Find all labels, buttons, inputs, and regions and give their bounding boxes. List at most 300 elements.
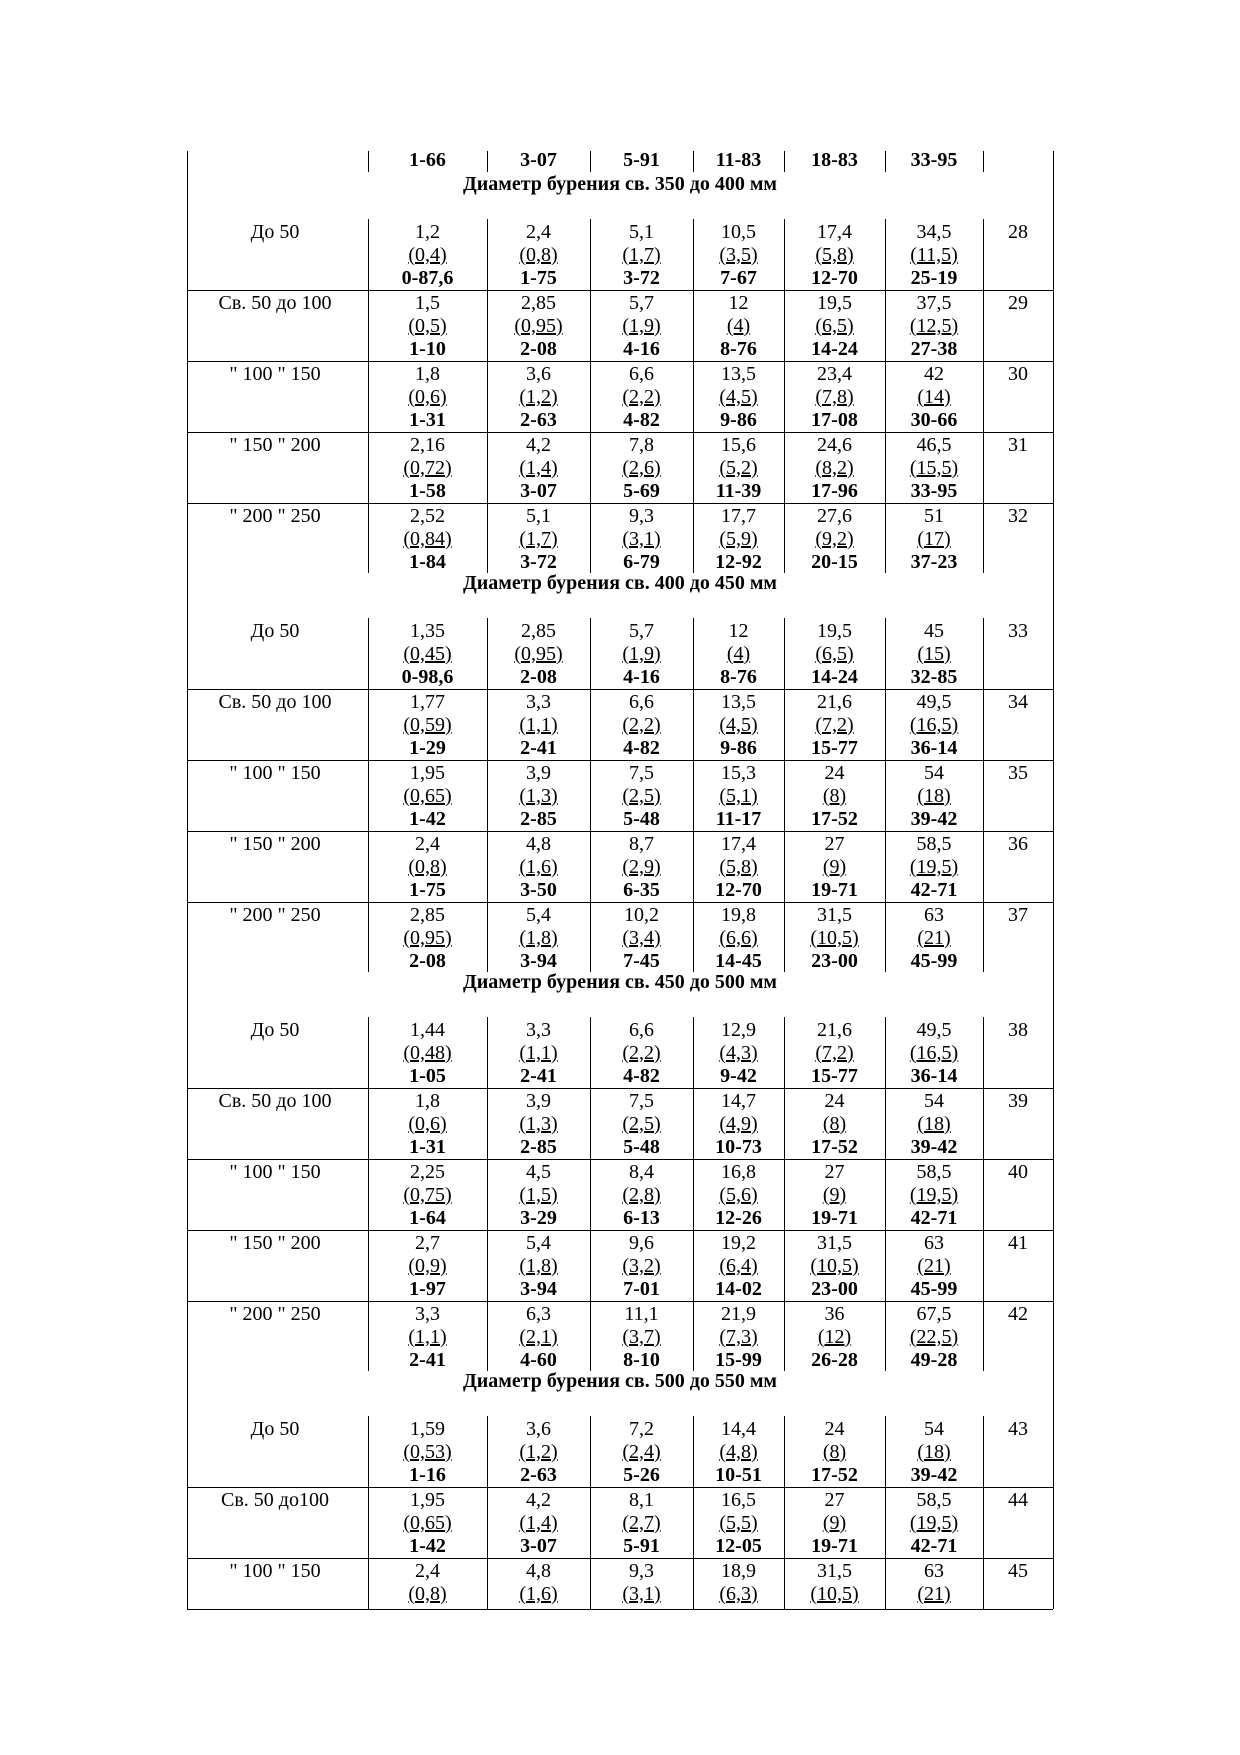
cost-value: 5-69 (623, 480, 660, 502)
row-label: " 200 " 250 (229, 505, 321, 527)
price-value: 2,7 (415, 1232, 440, 1254)
cost-value: 7-01 (623, 1278, 660, 1300)
hours-value: (5,8) (815, 244, 854, 266)
row-number: 37 (1008, 904, 1028, 926)
hours-value: (9,2) (815, 528, 854, 550)
table-rule (885, 1416, 886, 1487)
table-rule (487, 151, 488, 172)
price-value: 21,9 (721, 1303, 756, 1325)
price-value: 63 (924, 1560, 944, 1582)
table-rule (590, 290, 591, 361)
hours-value: (9) (822, 1512, 847, 1534)
price-value: 1,77 (410, 691, 445, 713)
value-cell (780, 1161, 890, 1230)
value-cell (780, 1090, 890, 1159)
cost-value: 2-08 (520, 338, 557, 360)
table-rule (187, 432, 1053, 433)
cost-value: 1-97 (409, 1278, 446, 1300)
value-cell (684, 1232, 794, 1301)
cost-value: 39-42 (910, 1136, 958, 1158)
table-rule (983, 902, 984, 972)
price-value: 5,4 (526, 1232, 551, 1254)
value-cell (684, 833, 794, 902)
price-value: 67,5 (916, 1303, 952, 1325)
price-value: 3,3 (526, 1019, 551, 1041)
value-cell (484, 1489, 594, 1558)
value-cell (684, 620, 794, 689)
value-cell (780, 1418, 890, 1487)
table-rule (487, 831, 488, 902)
table-rule (368, 1088, 369, 1159)
cost-value: 42-71 (910, 1535, 958, 1557)
cost-value: 14-24 (811, 666, 858, 688)
cost-value: 15-77 (811, 737, 858, 759)
hours-value: (2,2) (622, 386, 661, 408)
cost-value: 2-41 (409, 1349, 446, 1371)
hours-value: (4) (726, 315, 751, 337)
cost-value: 3-72 (623, 267, 660, 289)
table-rule (885, 1159, 886, 1230)
hours-value: (1,7) (519, 528, 558, 550)
hours-value: (0,65) (403, 1512, 452, 1534)
value-cell (484, 1303, 594, 1372)
value-cell (484, 762, 594, 831)
table-rule (885, 689, 886, 760)
table-rule (187, 1301, 1053, 1302)
row-label: " 150 " 200 (229, 1232, 321, 1254)
table-rule (368, 689, 369, 760)
cost-value: 12-92 (715, 551, 762, 573)
price-value: 7,2 (629, 1418, 654, 1440)
hours-value: (0,48) (403, 1042, 452, 1064)
value-cell (684, 904, 794, 973)
table-rule (983, 1230, 984, 1301)
cost-value: 9-86 (720, 737, 757, 759)
table-rule (487, 290, 488, 361)
row-label: До 50 (250, 221, 300, 243)
hours-value: (0,6) (408, 386, 447, 408)
hours-value: (0,5) (408, 315, 447, 337)
price-value: 7,5 (629, 1090, 654, 1112)
price-value: 19,8 (721, 904, 756, 926)
cost-value: 11-39 (715, 480, 762, 502)
hours-value: (6,5) (815, 315, 854, 337)
cost-value: 4-16 (623, 666, 660, 688)
table-rule (1053, 151, 1054, 1609)
hours-value: (19,5) (909, 1184, 959, 1206)
cost-value: 4-16 (623, 338, 660, 360)
table-rule (784, 1159, 785, 1230)
section-title: Диаметр бурения св. 350 до 400 мм (462, 173, 778, 195)
row-label: " 100 " 150 (229, 363, 321, 385)
price-value: 17,4 (721, 833, 756, 855)
cost-value: 32-85 (910, 666, 958, 688)
value-cell (684, 292, 794, 361)
table-rule (368, 361, 369, 432)
cost-value: 9-86 (720, 409, 757, 431)
hours-value: (8,2) (815, 457, 854, 479)
price-value: 2,4 (415, 1560, 440, 1582)
hours-value: (2,2) (622, 714, 661, 736)
hours-value: (7,2) (815, 714, 854, 736)
cost-value: 39-42 (910, 808, 958, 830)
cost-value: 3-07 (520, 1535, 557, 1557)
value-cell (879, 1560, 989, 1606)
cost-value: 1-75 (409, 879, 446, 901)
price-value: 27,6 (817, 505, 852, 527)
row-label: Св. 50 до 100 (218, 691, 332, 713)
table-rule (487, 1558, 488, 1609)
hours-value: (5,5) (719, 1512, 758, 1534)
hours-value: (6,6) (719, 927, 758, 949)
table-rule (487, 503, 488, 573)
price-value: 24,6 (817, 434, 852, 456)
table-rule (487, 760, 488, 831)
value-cell (780, 434, 890, 503)
cost-value: 2-41 (520, 1065, 557, 1087)
value-cell (684, 1019, 794, 1088)
hours-value: (2,1) (519, 1326, 558, 1348)
cost-value: 10-51 (715, 1464, 762, 1486)
row-label: " 100 " 150 (229, 1560, 321, 1582)
price-value: 1,8 (415, 1090, 440, 1112)
hours-value: (9) (822, 1184, 847, 1206)
cost-value: 0-98,6 (401, 666, 454, 688)
price-value: 23,4 (817, 363, 852, 385)
price-value: 49,5 (916, 691, 952, 713)
price-value: 15,3 (721, 762, 756, 784)
value-cell (587, 221, 697, 290)
value-cell (484, 221, 594, 290)
price-value: 1,95 (410, 762, 445, 784)
table-rule (983, 1159, 984, 1230)
value-cell (879, 292, 989, 361)
cost-value: 6-13 (623, 1207, 660, 1229)
table-rule (487, 689, 488, 760)
hours-value: (3,2) (622, 1255, 661, 1277)
hours-value: (1,4) (519, 457, 558, 479)
table-rule (187, 1487, 1053, 1488)
cost-value: 8-76 (720, 666, 757, 688)
value-cell (373, 904, 483, 973)
price-value: 5,1 (629, 221, 654, 243)
price-value: 3,6 (526, 1418, 551, 1440)
value-cell (373, 292, 483, 361)
value-cell (373, 1019, 483, 1088)
price-value: 21,6 (817, 1019, 852, 1041)
table-rule (784, 1230, 785, 1301)
table-rule (784, 432, 785, 503)
top-row-value: 3-07 (520, 149, 557, 171)
price-value: 4,8 (526, 1560, 551, 1582)
table-rule (368, 1416, 369, 1487)
price-value: 2,85 (521, 292, 556, 314)
price-value: 13,5 (721, 691, 756, 713)
hours-value: (21) (917, 927, 951, 949)
row-number: 35 (1008, 762, 1028, 784)
price-value: 17,7 (721, 505, 756, 527)
hours-value: (8) (822, 1113, 847, 1135)
price-value: 54 (924, 762, 944, 784)
cost-value: 2-63 (520, 409, 557, 431)
price-value: 24 (824, 1090, 845, 1112)
table-rule (693, 618, 694, 689)
hours-value: (4,3) (719, 1042, 758, 1064)
value-cell (373, 363, 483, 432)
price-value: 31,5 (817, 1560, 852, 1582)
value-cell (879, 1090, 989, 1159)
row-label: " 100 " 150 (229, 762, 321, 784)
table-rule (885, 902, 886, 972)
hours-value: (0,59) (403, 714, 452, 736)
hours-value: (2,9) (622, 856, 661, 878)
hours-value: (1,6) (519, 856, 558, 878)
row-label: Св. 50 до 100 (218, 292, 332, 314)
value-cell (780, 762, 890, 831)
hours-value: (10,5) (810, 1255, 859, 1277)
cost-value: 33-95 (910, 480, 958, 502)
cost-value: 8-76 (720, 338, 757, 360)
table-rule (885, 1230, 886, 1301)
price-value: 11,1 (624, 1303, 659, 1325)
price-value: 19,5 (817, 620, 852, 642)
price-value: 6,6 (629, 1019, 654, 1041)
hours-value: (5,8) (719, 856, 758, 878)
value-cell (879, 1232, 989, 1301)
price-value: 9,6 (629, 1232, 654, 1254)
value-cell (780, 1303, 890, 1372)
cost-value: 3-07 (520, 480, 557, 502)
table-rule (693, 1487, 694, 1558)
cost-value: 4-82 (623, 737, 660, 759)
hours-value: (2,5) (622, 785, 661, 807)
hours-value: (2,7) (622, 1512, 661, 1534)
value-cell (587, 1019, 697, 1088)
table-rule (187, 902, 1053, 903)
hours-value: (0,72) (403, 457, 452, 479)
price-value: 7,8 (629, 434, 654, 456)
table-rule (487, 1088, 488, 1159)
section-title: Диаметр бурения св. 400 до 450 мм (462, 572, 778, 594)
value-cell (373, 221, 483, 290)
price-value: 19,5 (817, 292, 852, 314)
price-value: 4,2 (526, 1489, 551, 1511)
cost-value: 12-70 (811, 267, 858, 289)
table-rule (590, 760, 591, 831)
value-cell (879, 505, 989, 574)
cost-value: 20-15 (811, 551, 858, 573)
table-rule (187, 290, 1053, 291)
cost-value: 1-58 (409, 480, 446, 502)
hours-value: (0,75) (403, 1184, 452, 1206)
table-rule (693, 1159, 694, 1230)
value-cell (373, 1418, 483, 1487)
hours-value: (1,5) (519, 1184, 558, 1206)
table-rule (693, 760, 694, 831)
price-value: 1,59 (410, 1418, 445, 1440)
price-value: 2,25 (410, 1161, 445, 1183)
table-rule (187, 831, 1053, 832)
price-value: 6,6 (629, 363, 654, 385)
table-rule (885, 1301, 886, 1371)
value-cell (484, 363, 594, 432)
table-rule (187, 361, 1053, 362)
price-value: 8,7 (629, 833, 654, 855)
cost-value: 12-70 (715, 879, 762, 901)
cost-value: 3-94 (520, 1278, 557, 1300)
table-rule (368, 1558, 369, 1609)
hours-value: (6,4) (719, 1255, 758, 1277)
hours-value: (16,5) (909, 1042, 959, 1064)
table-rule (368, 1230, 369, 1301)
table-rule (983, 1301, 984, 1371)
value-cell (587, 762, 697, 831)
price-value: 63 (924, 1232, 944, 1254)
hours-value: (10,5) (810, 927, 859, 949)
price-value: 58,5 (916, 1489, 952, 1511)
price-value: 14,7 (721, 1090, 756, 1112)
value-cell (587, 620, 697, 689)
table-rule (693, 1301, 694, 1371)
value-cell (373, 1161, 483, 1230)
cost-value: 1-42 (409, 808, 446, 830)
table-rule (187, 1558, 1053, 1559)
value-cell (684, 1161, 794, 1230)
table-rule (187, 1230, 1053, 1231)
hours-value: (1,2) (519, 386, 558, 408)
row-number: 31 (1008, 434, 1028, 456)
cost-value: 4-82 (623, 409, 660, 431)
price-value: 4,2 (526, 434, 551, 456)
value-cell (587, 434, 697, 503)
hours-value: (5,1) (719, 785, 758, 807)
value-cell (780, 1489, 890, 1558)
cost-value: 19-71 (811, 1207, 858, 1229)
cost-value: 3-72 (520, 551, 557, 573)
value-cell (879, 691, 989, 760)
cost-value: 9-42 (720, 1065, 757, 1087)
price-value: 3,3 (415, 1303, 440, 1325)
table-rule (693, 151, 694, 172)
row-label: " 200 " 250 (229, 1303, 321, 1325)
table-rule (590, 1230, 591, 1301)
table-rule (693, 1088, 694, 1159)
cost-value: 2-08 (409, 950, 446, 972)
hours-value: (4,9) (719, 1113, 758, 1135)
price-value: 16,8 (721, 1161, 756, 1183)
hours-value: (11,5) (910, 244, 958, 266)
price-value: 13,5 (721, 363, 756, 385)
cost-value: 3-29 (520, 1207, 557, 1229)
row-number: 34 (1008, 691, 1028, 713)
value-cell (373, 1090, 483, 1159)
table-rule (784, 618, 785, 689)
price-value: 46,5 (916, 434, 952, 456)
hours-value: (3,5) (719, 244, 758, 266)
price-value: 27 (824, 1489, 845, 1511)
cost-value: 2-08 (520, 666, 557, 688)
table-rule (487, 432, 488, 503)
price-value: 1,8 (415, 363, 440, 385)
row-number: 29 (1008, 292, 1028, 314)
top-row-value: 18-83 (811, 149, 858, 171)
value-cell (484, 505, 594, 574)
cost-value: 5-26 (623, 1464, 660, 1486)
cost-value: 5-91 (623, 1535, 660, 1557)
value-cell (780, 1560, 890, 1606)
table-rule (187, 503, 1053, 504)
price-value: 4,8 (526, 833, 551, 855)
table-rule (590, 432, 591, 503)
table-rule (368, 1017, 369, 1088)
hours-value: (15) (917, 643, 951, 665)
table-rule (187, 760, 1053, 761)
hours-value: (10,5) (810, 1583, 859, 1605)
value-cell (780, 505, 890, 574)
table-rule (590, 1088, 591, 1159)
cost-value: 45-99 (910, 1278, 958, 1300)
table-rule (693, 1558, 694, 1609)
value-cell (684, 505, 794, 574)
price-value: 16,5 (721, 1489, 756, 1511)
cost-value: 17-08 (811, 409, 858, 431)
table-rule (590, 1487, 591, 1558)
price-value: 2,85 (410, 904, 445, 926)
price-value: 63 (924, 904, 944, 926)
value-cell (373, 691, 483, 760)
hours-value: (21) (917, 1255, 951, 1277)
table-rule (487, 1017, 488, 1088)
cost-value: 17-52 (811, 808, 858, 830)
hours-value: (0,95) (514, 643, 563, 665)
cost-value: 26-28 (811, 1349, 858, 1371)
table-rule (784, 902, 785, 972)
cost-value: 14-45 (715, 950, 762, 972)
hours-value: (1,8) (519, 927, 558, 949)
table-rule (983, 689, 984, 760)
cost-value: 15-77 (811, 1065, 858, 1087)
row-number: 30 (1008, 363, 1028, 385)
hours-value: (4,8) (719, 1441, 758, 1463)
table-rule (368, 1487, 369, 1558)
cost-value: 14-02 (715, 1278, 762, 1300)
table-rule (368, 902, 369, 972)
table-rule (590, 1159, 591, 1230)
cost-value: 27-38 (910, 338, 958, 360)
cost-value: 1-75 (520, 267, 557, 289)
table-rule (983, 618, 984, 689)
row-number: 39 (1008, 1090, 1028, 1112)
hours-value: (2,8) (622, 1184, 661, 1206)
value-cell (484, 1161, 594, 1230)
cost-value: 2-85 (520, 808, 557, 830)
table-rule (590, 151, 591, 172)
table-rule (487, 1487, 488, 1558)
hours-value: (8) (822, 785, 847, 807)
table-rule (693, 831, 694, 902)
value-cell (587, 1560, 697, 1606)
table-rule (693, 902, 694, 972)
table-rule (693, 290, 694, 361)
hours-value: (1,1) (519, 1042, 558, 1064)
value-cell (373, 1232, 483, 1301)
table-rule (693, 219, 694, 290)
hours-value: (3,4) (622, 927, 661, 949)
row-number: 44 (1008, 1489, 1028, 1511)
price-value: 54 (924, 1418, 944, 1440)
hours-value: (2,6) (622, 457, 661, 479)
value-cell (484, 434, 594, 503)
